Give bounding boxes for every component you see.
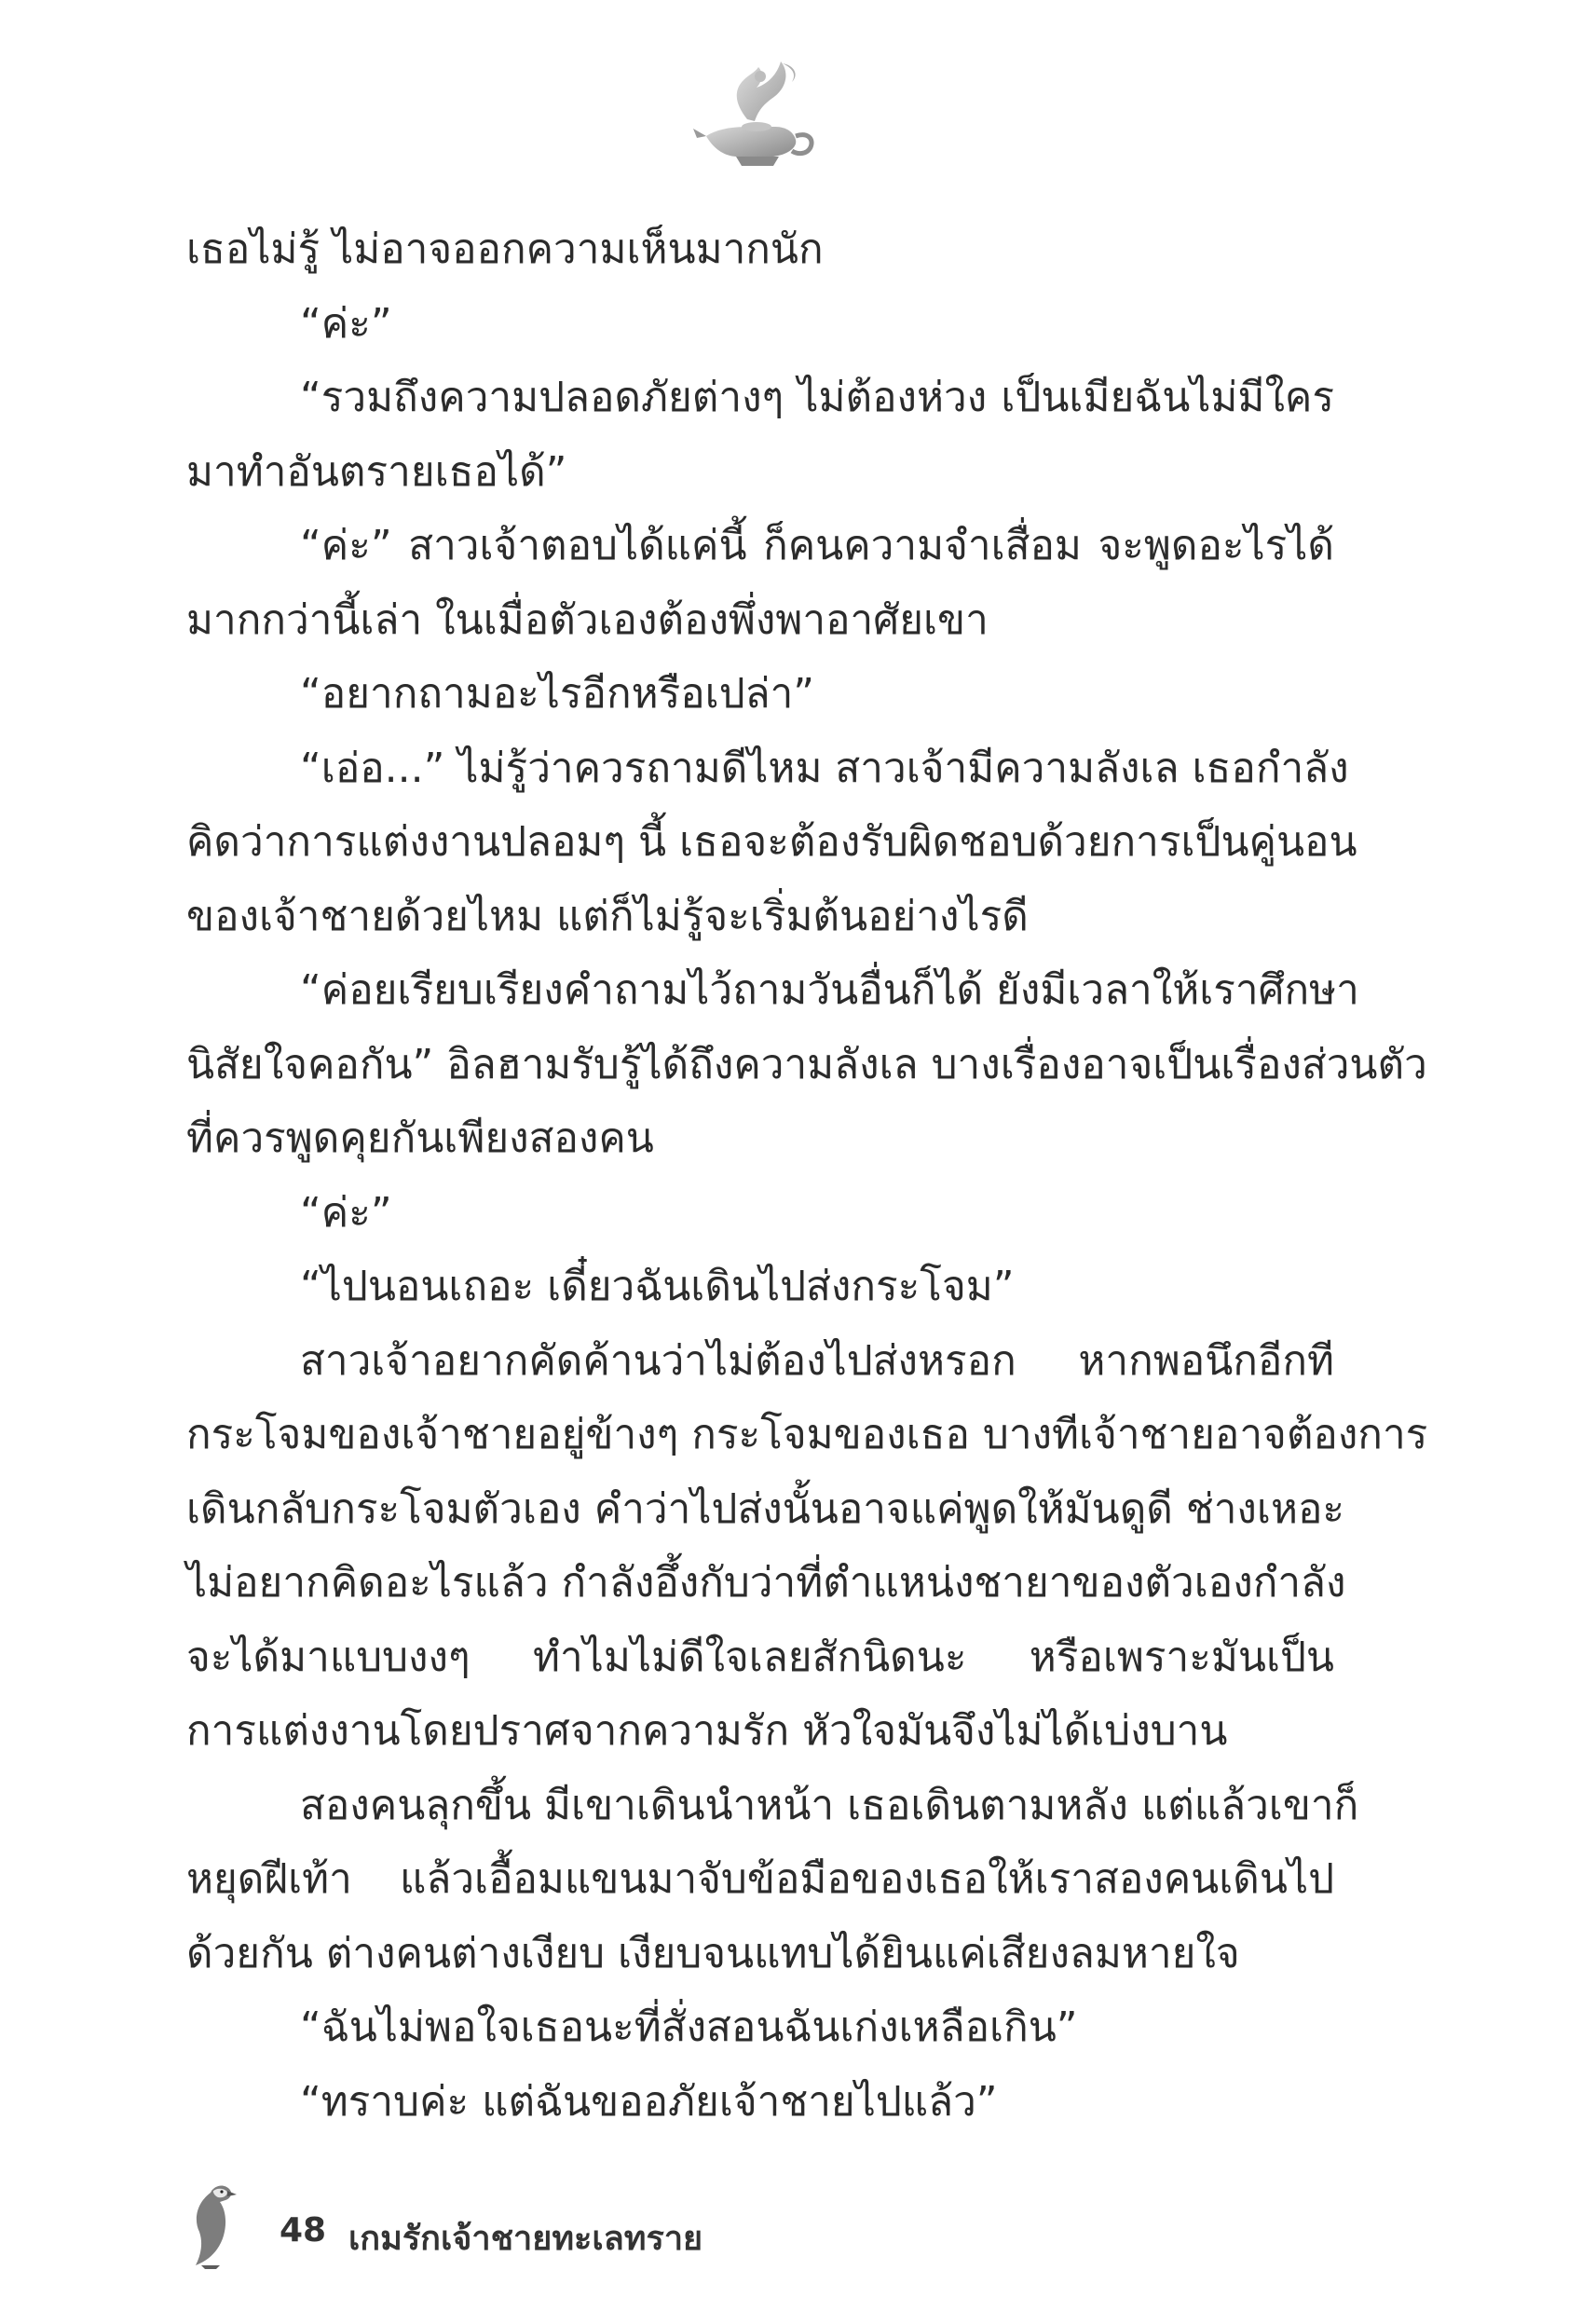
text-line: คิดว่าการแต่งงานปลอมๆ นี้ เธอจะต้องรับผิดชอบด้วยการเป็นคู่นอน xyxy=(186,818,1357,866)
running-title: เกมรักเจ้าชายทะเลทราย xyxy=(348,2220,703,2258)
text-line: เธอไม่รู้ ไม่อาจออกความเห็นมากนัก xyxy=(186,226,824,273)
text-line: “ไปนอนเถอะ เดี๋ยวฉันเดินไปส่งกระโจม” xyxy=(300,1263,1015,1310)
text-line: กระโจมของเจ้าชายอยู่ข้างๆ กระโจมของเธอ บางทีเจ้าชายอาจต้องการ xyxy=(186,1411,1428,1458)
text-line: “ค่อยเรียบเรียงคำถามไว้ถามวันอื่นก็ได้ ยังมีเวลาให้เราศึกษา xyxy=(300,966,1359,1014)
text-line: ไม่อยากคิดอะไรแล้ว กำลังอึ้งกับว่าที่ตำแหน่งชายาของตัวเองกำลัง xyxy=(186,1559,1346,1607)
text-line: “ค่ะ” สาวเจ้าตอบได้แค่นี้ ก็คนความจำเสื่อม จะพูดอะไรได้ xyxy=(300,522,1334,569)
eagle-icon xyxy=(183,2176,244,2269)
text-line: ที่ควรพูดคุยกันเพียงสองคน xyxy=(186,1114,654,1162)
text-line: มากกว่านี้เล่า ในเมื่อตัวเองต้องพึ่งพาอาศัยเขา xyxy=(186,595,989,644)
text-line: นิสัยใจคอกัน” อิลฮามรับรู้ได้ถึงความลังเล บางเรื่องอาจเป็นเรื่องส่วนตัว xyxy=(186,1040,1427,1088)
text-line: เดินกลับกระโจมตัวเอง คำว่าไปส่งนั้นอาจแค่พูดให้มันดูดี ช่างเหอะ xyxy=(186,1484,1345,1533)
text-line: “รวมถึงความปลอดภัยต่างๆ ไม่ต้องห่วง เป็นเมียฉันไม่มีใคร xyxy=(300,374,1334,421)
text-line: จะได้มาแบบงงๆ ทำไมไม่ดีใจเลยสักนิดนะ หรือเพราะมันเป็น xyxy=(186,1633,1334,1681)
text-line: “ค่ะ” xyxy=(300,299,392,348)
body-text xyxy=(186,212,1428,2139)
text-line: “ค่ะ” xyxy=(300,1188,392,1237)
text-line: ด้วยกัน ต่างคนต่างเงียบ เงียบจนแทบได้ยินแค่เสียงลมหายใจ xyxy=(186,1929,1240,1977)
text-line: สาวเจ้าอยากคัดค้านว่าไม่ต้องไปส่งหรอก หากพอนึกอีกที xyxy=(300,1336,1334,1385)
magic-lamp-genie-icon xyxy=(689,54,820,175)
text-line: “เอ่อ...” ไม่รู้ว่าควรถามดีไหม สาวเจ้ามีความลังเล เธอกำลัง xyxy=(300,744,1349,792)
text-line: “ทราบค่ะ แต่ฉันขออภัยเจ้าชายไปแล้ว” xyxy=(300,2077,998,2126)
text-line: สองคนลุกขึ้น มีเขาเดินนำหน้า เธอเดินตามหลัง แต่แล้วเขาก็ xyxy=(300,1781,1359,1829)
page-number: 48 xyxy=(280,2211,327,2249)
text-line: “ฉันไม่พอใจเธอนะที่สั่งสอนฉันเก่งเหลือเกิน” xyxy=(300,2003,1078,2051)
page-footer xyxy=(183,2176,928,2288)
text-line: มาทำอันตรายเธอได้” xyxy=(186,447,567,496)
text-line: “อยากถามอะไรอีกหรือเปล่า” xyxy=(300,670,815,718)
text-line: การแต่งงานโดยปราศจากความรัก หัวใจมันจึงไม่ได้เบ่งบาน xyxy=(186,1707,1228,1755)
text-line: ของเจ้าชายด้วยไหม แต่ก็ไม่รู้จะเริ่มต้นอย่างไรดี xyxy=(186,892,1029,940)
text-line: หยุดฝีเท้า แล้วเอื้อมแขนมาจับข้อมือของเธอให้เราสองคนเดินไป xyxy=(186,1855,1334,1903)
